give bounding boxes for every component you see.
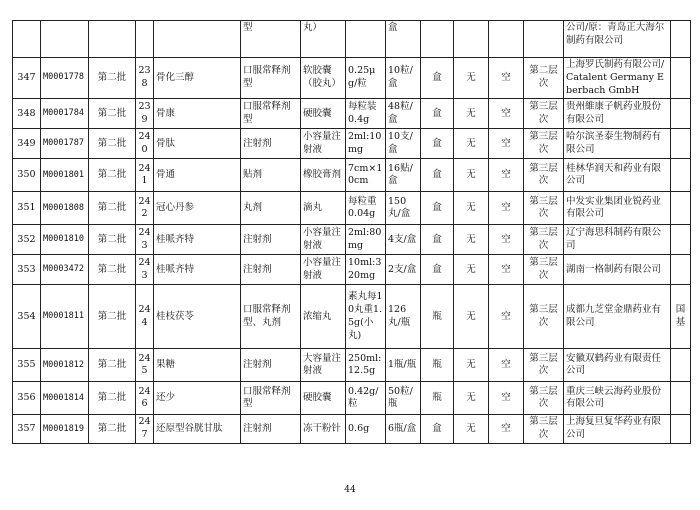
spec-form-cell: 小容量注射液 (301, 129, 346, 159)
unit-cell: 瓶 (421, 285, 454, 349)
specification-cell: 0.25μg/粒 (346, 58, 386, 99)
unit-cell: 盒 (421, 192, 454, 225)
unit-cell: 瓶 (421, 382, 454, 415)
flag-cell-2: 空 (489, 415, 524, 444)
table-row (13, 382, 691, 415)
row-number-cell: 356 (13, 382, 41, 415)
level-cell: 第三层次 (524, 415, 564, 444)
table-row (13, 129, 691, 159)
flag-cell-2: 空 (489, 99, 524, 129)
company-cell: 湖南一格制药有限公司 (564, 255, 671, 285)
drug-name-cell: 桂枝茯苓 (154, 285, 241, 349)
batch-cell: 第二批 (89, 159, 136, 192)
batch-cell: 第二批 (89, 415, 136, 444)
level-cell: 第三层次 (524, 382, 564, 415)
company-cell: 桂林华润天和药业有限公司 (564, 159, 671, 192)
table-row (13, 58, 691, 99)
level-cell: 第二层次 (524, 58, 564, 99)
note-cell: 国基 (671, 285, 691, 349)
packaging-cell: 10粒/盒 (386, 58, 421, 99)
flag-cell: 无 (454, 129, 489, 159)
note-cell (671, 349, 691, 382)
level-cell: 第三层次 (524, 192, 564, 225)
table-row (13, 192, 691, 225)
dosage-form-cell: 口服常释剂型 (241, 58, 301, 99)
specification-cell: 7cm×10cm (346, 159, 386, 192)
packaging-cell: 48粒/盒 (386, 99, 421, 129)
spec-form-cell: 软胶囊（胶丸） (301, 58, 346, 99)
sequence-cell: 240 (136, 129, 154, 159)
table-row (13, 159, 691, 192)
dosage-form-cell: 口服常释剂型、丸剂 (241, 285, 301, 349)
spec-form-cell: 硬胶囊 (301, 99, 346, 129)
flag-cell: 无 (454, 225, 489, 255)
unit-cell: 盒 (421, 415, 454, 444)
flag-cell-2: 空 (489, 382, 524, 415)
sequence-cell: 247 (136, 415, 154, 444)
flag-cell: 无 (454, 349, 489, 382)
note-cell (671, 225, 691, 255)
level-cell: 第三层次 (524, 159, 564, 192)
level-cell: 第三层次 (524, 255, 564, 285)
row-number-cell: 347 (13, 58, 41, 99)
company-cell: 中发实业集团业锐药业有限公司 (564, 192, 671, 225)
flag-cell-2: 空 (489, 255, 524, 285)
packaging-cell: 6瓶/盒 (386, 415, 421, 444)
sequence-cell: 239 (136, 99, 154, 129)
packaging-cell: 1瓶/瓶 (386, 349, 421, 382)
drug-name-cell: 桂哌齐特 (154, 255, 241, 285)
batch-cell: 第二批 (89, 58, 136, 99)
spec-form-cell: 橡胶膏剂 (301, 159, 346, 192)
flag-cell: 无 (454, 415, 489, 444)
unit-cell: 瓶 (421, 349, 454, 382)
level-cell: 第三层次 (524, 99, 564, 129)
batch-cell: 第二批 (89, 129, 136, 159)
spec-form-cell: 硬胶囊 (301, 382, 346, 415)
unit-cell: 盒 (421, 255, 454, 285)
table-row (13, 225, 691, 255)
row-number-cell: 354 (13, 285, 41, 349)
dosage-form-cell: 注射剂 (241, 129, 301, 159)
sequence-cell: 245 (136, 349, 154, 382)
company-cell: 成都九芝堂金鼎药业有限公司 (564, 285, 671, 349)
flag-cell-2: 空 (489, 285, 524, 349)
row-number-cell: 349 (13, 129, 41, 159)
row-number-cell: 355 (13, 349, 41, 382)
spec-form-cell: 丸） (301, 21, 346, 58)
batch-cell: 第二批 (89, 285, 136, 349)
flag-cell: 无 (454, 192, 489, 225)
drug-code-cell: M0001812 (41, 349, 89, 382)
dosage-form-cell: 贴剂 (241, 159, 301, 192)
row-number-cell: 352 (13, 225, 41, 255)
drug-name-cell: 骨通 (154, 159, 241, 192)
row-number-cell: 351 (13, 192, 41, 225)
company-cell: 上海复旦复华药业有限公司 (564, 415, 671, 444)
flag-cell: 无 (454, 159, 489, 192)
drug-code-cell: M0001811 (41, 285, 89, 349)
flag-cell-2: 空 (489, 159, 524, 192)
flag-cell-2: 空 (489, 58, 524, 99)
drug-name-cell: 还原型谷胱甘肽 (154, 415, 241, 444)
drug-code-cell: M0001778 (41, 58, 89, 99)
batch-cell: 第二批 (89, 99, 136, 129)
dosage-form-cell: 注射剂 (241, 225, 301, 255)
packaging-cell: 16贴/盒 (386, 159, 421, 192)
level-cell: 第三层次 (524, 285, 564, 349)
sequence-cell: 238 (136, 58, 154, 99)
flag-cell-2: 空 (489, 349, 524, 382)
dosage-form-cell: 注射剂 (241, 415, 301, 444)
company-cell: 公司/原：青岛正大海尔制药有限公司 (564, 21, 671, 58)
packaging-cell: 10支/盒 (386, 129, 421, 159)
note-cell (671, 99, 691, 129)
batch-cell: 第二批 (89, 349, 136, 382)
drug-code-cell: M0001808 (41, 192, 89, 225)
flag-cell: 无 (454, 382, 489, 415)
dosage-form-cell: 丸剂 (241, 192, 301, 225)
note-cell (671, 129, 691, 159)
specification-cell: 0.42g/粒 (346, 382, 386, 415)
specification-cell: 2ml:80mg (346, 225, 386, 255)
note-cell (671, 159, 691, 192)
company-cell: 哈尔滨圣泰生物制药有限公司 (564, 129, 671, 159)
row-number-cell: 348 (13, 99, 41, 129)
drug-code-cell: M0001784 (41, 99, 89, 129)
unit-cell: 盒 (421, 58, 454, 99)
batch-cell: 第二批 (89, 225, 136, 255)
drug-name-cell: 骨肽 (154, 129, 241, 159)
form-cell: 型 (241, 21, 301, 58)
note-cell (671, 58, 691, 99)
drug-code-cell: M0001787 (41, 129, 89, 159)
flag-cell: 无 (454, 285, 489, 349)
specification-cell: 每粒装0.4g (346, 99, 386, 129)
company-cell: 重庆三峡云海药业股份有限公司 (564, 382, 671, 415)
drug-code-cell: M0001801 (41, 159, 89, 192)
drug-name-cell: 冠心丹参 (154, 192, 241, 225)
level-cell: 第三层次 (524, 225, 564, 255)
note-cell (671, 382, 691, 415)
dosage-form-cell: 注射剂 (241, 255, 301, 285)
table-row (13, 285, 691, 349)
flag-cell: 无 (454, 58, 489, 99)
note-cell (671, 415, 691, 444)
sequence-cell: 242 (136, 192, 154, 225)
packaging-cell: 126丸/瓶 (386, 285, 421, 349)
sequence-cell: 246 (136, 382, 154, 415)
drug-name-cell: 桂哌齐特 (154, 225, 241, 255)
drug-code-cell: M0003472 (41, 255, 89, 285)
company-cell: 辽宁海思科制药有限公司 (564, 225, 671, 255)
note-cell (671, 192, 691, 225)
flag-cell-2: 空 (489, 192, 524, 225)
specification-cell: 2ml:10mg (346, 129, 386, 159)
flag-cell-2: 空 (489, 129, 524, 159)
company-cell: 上海罗氏制药有限公司/Catalent Germany Eberbach GmbH (564, 58, 671, 99)
dosage-form-cell: 口服常释剂型 (241, 382, 301, 415)
dosage-form-cell: 注射剂 (241, 349, 301, 382)
specification-cell: 素丸每10丸重1.5g(小丸) (346, 285, 386, 349)
packaging-cell: 150丸/盒 (386, 192, 421, 225)
spec-form-cell: 滴丸 (301, 192, 346, 225)
sequence-cell: 244 (136, 285, 154, 349)
row-number-cell: 353 (13, 255, 41, 285)
drug-code-cell: M0001810 (41, 225, 89, 255)
flag-cell: 无 (454, 99, 489, 129)
unit-cell: 盒 (421, 129, 454, 159)
drug-code-cell: M0001819 (41, 415, 89, 444)
specification-cell: 250ml:12.5g (346, 349, 386, 382)
sequence-cell: 241 (136, 159, 154, 192)
table-row (13, 255, 691, 285)
dosage-form-cell: 口服常释剂型 (241, 99, 301, 129)
level-cell: 第三层次 (524, 129, 564, 159)
page-number: 44 (344, 485, 356, 495)
packaging-cell: 4支/盒 (386, 225, 421, 255)
packaging-cell: 50粒/瓶 (386, 382, 421, 415)
table-row-continued (13, 21, 691, 58)
unit-cell: 盒 (421, 99, 454, 129)
packaging-cell: 2支/盒 (386, 255, 421, 285)
drug-name-cell: 果糖 (154, 349, 241, 382)
drug-table (12, 20, 691, 444)
unit-cell: 盒 (421, 225, 454, 255)
table-row (13, 415, 691, 444)
level-cell: 第三层次 (524, 349, 564, 382)
note-cell (671, 255, 691, 285)
spec-form-cell: 冻干粉针 (301, 415, 346, 444)
table-row (13, 99, 691, 129)
flag-cell-2: 空 (489, 225, 524, 255)
spec-form-cell: 小容量注射液 (301, 255, 346, 285)
drug-code-cell: M0001814 (41, 382, 89, 415)
specification-cell: 0.6g (346, 415, 386, 444)
sequence-cell: 243 (136, 225, 154, 255)
spec-form-cell: 小容量注射液 (301, 225, 346, 255)
pack-cell: 盒 (386, 21, 421, 58)
row-number-cell: 357 (13, 415, 41, 444)
flag-cell: 无 (454, 255, 489, 285)
spec-form-cell: 浓缩丸 (301, 285, 346, 349)
unit-cell: 盒 (421, 159, 454, 192)
company-cell: 安徽双鹤药业有限责任公司 (564, 349, 671, 382)
batch-cell: 第二批 (89, 255, 136, 285)
batch-cell: 第二批 (89, 382, 136, 415)
table-row (13, 349, 691, 382)
drug-name-cell: 还少 (154, 382, 241, 415)
company-cell: 贵州維康子帆药业股份有限公司 (564, 99, 671, 129)
specification-cell: 每粒重0.04g (346, 192, 386, 225)
drug-name-cell: 骨康 (154, 99, 241, 129)
specification-cell: 10ml:320mg (346, 255, 386, 285)
drug-name-cell: 骨化三醇 (154, 58, 241, 99)
batch-cell: 第二批 (89, 192, 136, 225)
spec-form-cell: 大容量注射液 (301, 349, 346, 382)
row-number-cell: 350 (13, 159, 41, 192)
sequence-cell: 243 (136, 255, 154, 285)
